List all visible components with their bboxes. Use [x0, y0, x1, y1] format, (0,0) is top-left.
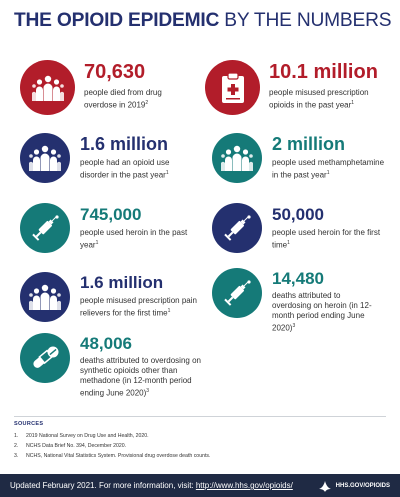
stat-icon-circle [20, 333, 70, 383]
people-group-icon [221, 144, 253, 172]
stat-prescription-misuse [205, 60, 395, 120]
stat-methamphetamine [212, 130, 392, 190]
stat-text: people used methamphetamine in the past year [272, 158, 385, 180]
page-title [14, 10, 392, 32]
stat-value: 1.6 million [80, 134, 169, 154]
stat-text: people died from drug overdose in 2019 [84, 88, 162, 110]
stat-description [80, 158, 195, 181]
syringe-icon [222, 278, 252, 308]
stat-description [272, 158, 387, 181]
stat-icon-circle [20, 203, 70, 253]
syringe-icon [30, 213, 60, 243]
syringe-icon [222, 213, 252, 243]
stat-footnote-ref: 1 [95, 240, 99, 246]
stat-text: people had an opioid use disorder in the past year [80, 158, 170, 180]
people-group-icon [32, 74, 64, 102]
stat-description [272, 291, 372, 334]
stat-description [80, 356, 210, 399]
stat-footnote-ref: 2 [145, 100, 149, 106]
stat-text: deaths attributed to overdosing on synthetic opioids other than methadone (in 12-month period ending June 2020) [80, 356, 201, 398]
pills-icon [30, 343, 60, 373]
people-group-icon [29, 283, 61, 311]
stat-pain-relievers-first-time [20, 268, 205, 330]
people-group-icon [221, 144, 253, 172]
stat-footnote-ref: 3 [292, 323, 296, 329]
stat-value: 14,480 [272, 269, 324, 288]
stat-text: people used heroin for the first time [272, 228, 381, 250]
stat-footnote-ref: 1 [165, 170, 169, 176]
stat-deaths-2019 [20, 60, 200, 120]
sources-list [14, 431, 386, 461]
footer-bar [0, 474, 400, 497]
stat-icon-circle [20, 272, 70, 322]
syringe-icon [30, 213, 60, 243]
prescription-clipboard-icon [218, 72, 248, 104]
stat-heroin-past-year [20, 200, 200, 260]
people-group-icon [29, 144, 61, 172]
stat-value: 48,006 [80, 334, 132, 353]
source-item [14, 441, 386, 451]
source-text: NCHS, National Vital Statistics System. Provisional drug overdose death counts. [26, 453, 211, 459]
hhs-logo-text: HHS.GOV/OPIOIDS [335, 482, 390, 489]
syringe-icon [222, 213, 252, 243]
stat-icon-circle [212, 133, 262, 183]
stat-footnote-ref: 1 [167, 308, 171, 314]
prescription-clipboard-icon [218, 72, 248, 104]
hhs-logo [318, 478, 390, 493]
syringe-icon [222, 278, 252, 308]
title-light-part: BY THE NUMBERS [224, 10, 392, 31]
stat-description [269, 88, 389, 111]
people-group-icon [32, 74, 64, 102]
stat-value: 10.1 million [269, 61, 378, 83]
source-number: 2. [14, 443, 19, 449]
stat-value: 50,000 [272, 205, 324, 224]
stat-text: people used heroin in the past year [80, 228, 188, 250]
stat-footnote-ref: 1 [326, 170, 330, 176]
footer-note: Updated February 2021. For more information, visit: [10, 481, 196, 490]
source-text: NCHS Data Brief No. 394, December 2020. [26, 443, 127, 449]
footer-link[interactable]: http://www.hhs.gov/opioids/ [195, 481, 293, 490]
stat-synthetic-opioid-deaths [20, 333, 210, 408]
stat-footnote-ref: 3 [146, 388, 150, 394]
source-number: 1. [14, 433, 19, 439]
stat-heroin-first-time [212, 200, 392, 260]
stat-description [80, 296, 205, 319]
stat-text: deaths attributed to overdosing on heroin (in 12-month period ending June 2020) [272, 291, 372, 333]
stat-description [272, 228, 382, 251]
stat-text: people misused prescription pain relievers for the first time [80, 296, 197, 318]
sources-divider [14, 416, 386, 417]
stat-value: 2 million [272, 134, 346, 154]
footer-text [10, 481, 293, 490]
stat-description [84, 88, 194, 111]
stat-footnote-ref: 1 [351, 100, 355, 106]
source-text: 2019 National Survey on Drug Use and Health, 2020. [26, 433, 149, 439]
title-bold-part: THE OPIOID EPIDEMIC [14, 10, 220, 31]
stat-icon-circle [212, 203, 262, 253]
hhs-eagle-icon [318, 479, 332, 493]
stat-value: 70,630 [84, 61, 146, 83]
pills-icon [30, 343, 60, 373]
stat-text: people misused prescription opioids in the past year [269, 88, 369, 110]
people-group-icon [29, 144, 61, 172]
stat-icon-circle [212, 268, 262, 318]
stat-icon-circle [20, 133, 70, 183]
stat-value: 745,000 [80, 205, 142, 224]
stat-value: 1.6 million [80, 273, 164, 292]
stat-icon-circle [205, 60, 260, 115]
stat-footnote-ref: 1 [287, 240, 290, 246]
source-number: 3. [14, 453, 19, 459]
stat-opioid-use-disorder [20, 130, 200, 190]
people-group-icon [29, 283, 61, 311]
stat-heroin-overdose-deaths [212, 268, 392, 338]
source-item [14, 431, 386, 441]
stat-description [80, 228, 190, 251]
sources-heading: SOURCES [14, 421, 44, 427]
source-item [14, 451, 386, 461]
stat-icon-circle [20, 60, 75, 115]
